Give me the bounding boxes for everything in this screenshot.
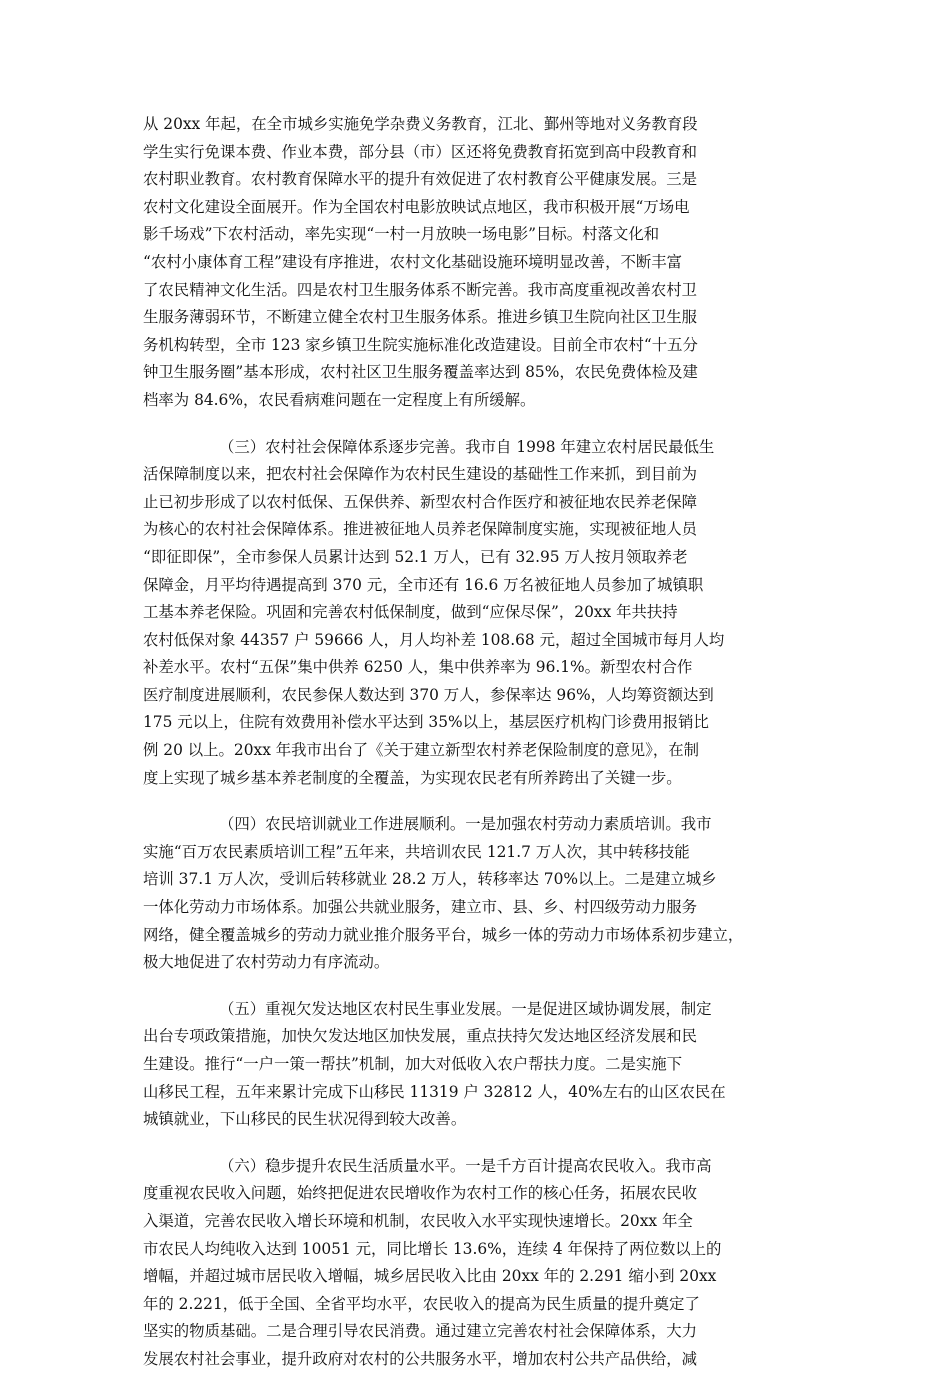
paragraph-living-quality: [143, 1153, 823, 1374]
text-line: 生建设。推行“一户一策一帮扶”机制，加大对低收入农户帮扶力度。二是实施下: [143, 1055, 683, 1073]
text-line: 度上实现了城乡基本养老制度的全覆盖，为实现农民老有所养跨出了关键一步。: [143, 768, 682, 787]
text-line: （四）农民培训就业工作进展顺利。一是加强农村劳动力素质培训。我市: [219, 815, 712, 834]
text-line: 例 20 以上。20xx 年我市出台了《关于建立新型农村养老保险制度的意见》，在制: [143, 741, 700, 760]
paragraph-social-security: [143, 434, 823, 793]
text-line: 农村文化建设全面展开。作为全国农村电影放映试点地区，我市积极开展“万场电: [143, 197, 690, 216]
text-line: 农村低保对象 44357 户 59666 人，月人均补差 108.68 元，超过全国城市每月人均: [143, 630, 725, 649]
text-line: （六）稳步提升农民生活质量水平。一是千方百计提高农民收入。我市高: [219, 1156, 712, 1175]
text-line: 市农民人均纯收入达到 10051 元，同比增长 13.6%，连续 4 年保持了两位数以上的: [143, 1239, 722, 1258]
text-line: 档率为 84.6%，农民看病难问题在一定程度上有所缓解。: [143, 390, 536, 409]
text-line: 影千场戏”下农村活动，率先实现“一村一月放映一场电影”目标。村落文化和: [143, 225, 660, 244]
text-line: 工基本养老保险。巩固和完善农村低保制度，做到“应保尽保”，20xx 年共扶持: [143, 603, 678, 622]
text-line: 度重视农民收入问题，始终把促进农民增收作为农村工作的核心任务，拓展农民收: [143, 1184, 698, 1203]
text-line: 出台专项政策措施，加快欠发达地区加快发展，重点扶持欠发达地区经济发展和民: [143, 1027, 698, 1046]
text-line: 发展农村社会事业，提升政府对农村的公共服务水平，增加农村公共产品供给，减: [143, 1349, 698, 1368]
text-line: 钟卫生服务圈”基本形成，农村社区卫生服务覆盖率达到 85%，农民免费体检及建: [143, 363, 698, 382]
text-line: （五）重视欠发达地区农村民生事业发展。一是促进区域协调发展，制定: [219, 999, 712, 1018]
text-line: 保障金，月平均待遇提高到 370 元，全市还有 16.6 万名被征地人员参加了城镇职: [143, 575, 704, 594]
text-line: 生服务薄弱环节，不断建立健全农村卫生服务体系。推进乡镇卫生院向社区卫生服: [143, 308, 698, 327]
text-line: 极大地促进了农村劳动力有序流动。: [143, 953, 390, 972]
text-line: 学生实行免课本费、作业本费，部分县（市）区还将免费教育拓宽到高中段教育和: [143, 142, 698, 161]
text-line: 农村职业教育。农村教育保障水平的提升有效促进了农村教育公平健康发展。三是: [143, 170, 698, 189]
text-line: 止已初步形成了以农村低保、五保供养、新型农村合作医疗和被征地农民养老保障: [143, 492, 698, 511]
text-line: 了农民精神文化生活。四是农村卫生服务体系不断完善。我市高度重视改善农村卫: [143, 280, 698, 299]
text-line: （三）农村社会保障体系逐步完善。我市自 1998 年建立农村居民最低生: [219, 437, 715, 456]
text-line: 培训 37.1 万人次，受训后转移就业 28.2 万人，转移率达 70%以上。二是建立城乡: [143, 870, 717, 889]
text-line: 175 元以上，住院有效费用补偿水平达到 35%以上，基层医疗机构门诊费用报销比: [143, 713, 709, 732]
text-line: 医疗制度进展顺利，农民参保人数达到 370 万人，参保率达 96%，人均筹资额达到: [143, 685, 714, 704]
text-line: 坚实的物质基础。二是合理引导农民消费。通过建立完善农村社会保障体系，大力: [143, 1322, 698, 1341]
text-line: 增幅，并超过城市居民收入增幅，城乡居民收入比由 20xx 年的 2.291 缩小到 20xx: [143, 1267, 717, 1286]
document-page: [143, 111, 823, 1393]
text-line: 入渠道，完善农民收入增长环境和机制，农民收入水平实现快速增长。20xx 年全: [143, 1211, 693, 1230]
paragraph-education-culture-health: [143, 111, 823, 415]
text-line: 补差水平。农村“五保”集中供养 6250 人，集中供养率为 96.1%。新型农村合作: [143, 658, 693, 677]
text-line: 年的 2.221，低于全国、全省平均水平，农民收入的提高为民生质量的提升奠定了: [143, 1294, 700, 1313]
paragraph-underdeveloped-areas: [143, 996, 823, 1134]
text-line: 为核心的农村社会保障体系。推进被征地人员养老保障制度实施，实现被征地人员: [143, 520, 698, 539]
text-line: 实施“百万农民素质培训工程”五年来，共培训农民 121.7 万人次，其中转移技能: [143, 842, 690, 861]
text-line: “农村小康体育工程”建设有序推进，农村文化基础设施环境明显改善，不断丰富: [143, 252, 683, 271]
text-line: 网络，健全覆盖城乡的劳动力就业推介服务平台，城乡一体的劳动力市场体系初步建立，: [143, 925, 744, 944]
paragraph-training-employment: [143, 811, 823, 977]
text-line: 务机构转型，全市 123 家乡镇卫生院实施标准化改造建设。目前全市农村“十五分: [143, 335, 698, 354]
text-line: 城镇就业，下山移民的民生状况得到较大改善。: [143, 1110, 467, 1129]
text-line: 活保障制度以来，把农村社会保障作为农村民生建设的基础性工作来抓，到目前为: [143, 465, 698, 484]
text-line: 山移民工程，五年来累计完成下山移民 11319 户 32812 人，40%左右的山区农民在: [143, 1082, 726, 1101]
text-line: 从 20xx 年起，在全市城乡实施免学杂费义务教育，江北、鄞州等地对义务教育段: [143, 115, 698, 133]
text-line: “即征即保”，全市参保人员累计达到 52.1 万人，已有 32.95 万人按月领取养老: [143, 547, 688, 566]
text-line: 一体化劳动力市场体系。加强公共就业服务，建立市、县、乡、村四级劳动力服务: [143, 898, 698, 917]
